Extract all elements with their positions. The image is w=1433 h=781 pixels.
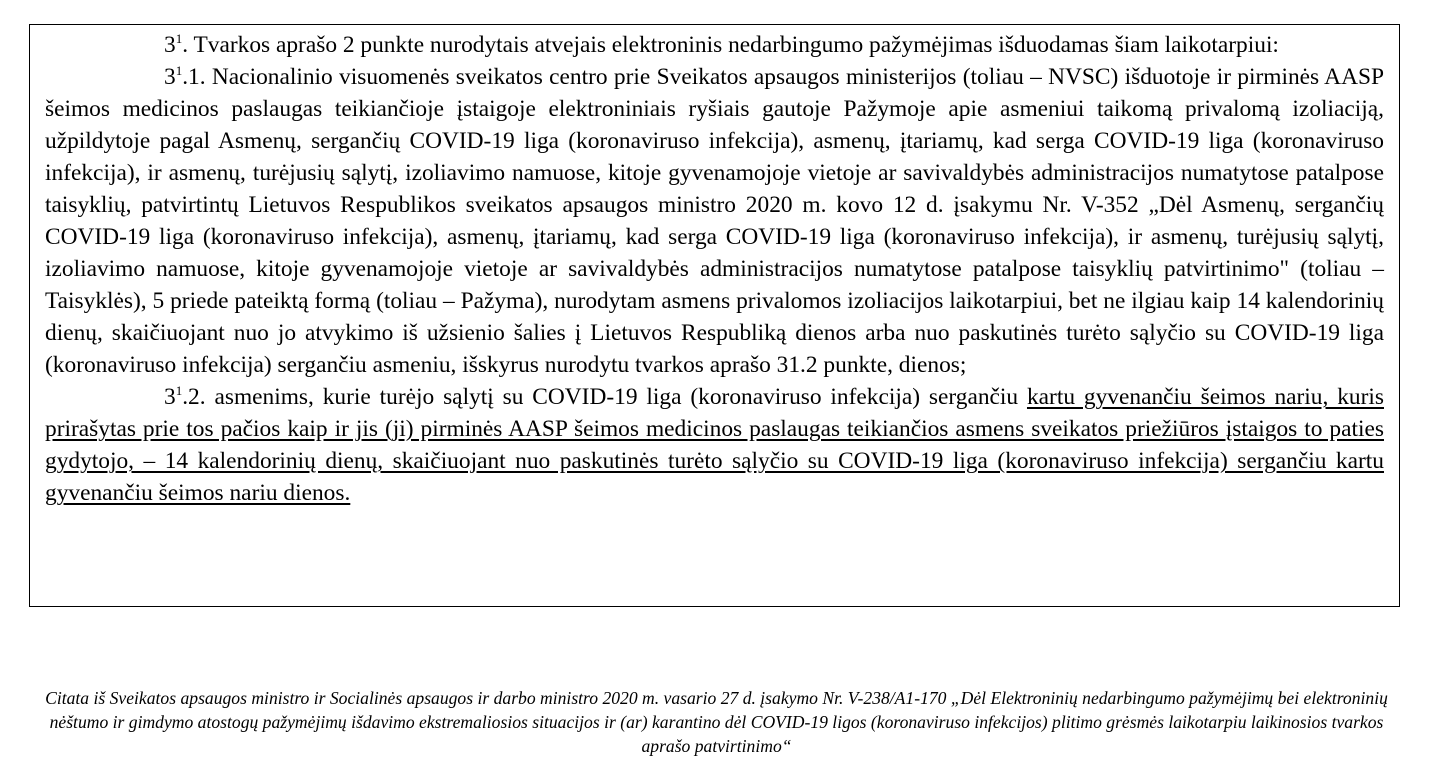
underlined-text: kartu gyvenančiu šeimos nariu, kuris prirašytas prie tos pačios kaip ir jis (ji) pirminės AASP šeimos medicinos paslaugas teikiančios asmens sveikatos priežiūros įstaigos to paties gydytojo, – 14 kalendorinių dienų, skaičiuojant nuo paskutinės turėto sąlyčio su COVID-19 liga (koronaviruso infekcija) sergančiu kartu gyvenančiu šeimos nariu dienos. bbox=[45, 384, 1384, 506]
paragraph-text: .1. Nacionalinio visuomenės sveikatos centro prie Sveikatos apsaugos ministerijos (toliau – NVSC) išduotoje ir pirminės AASP šeimos medicinos paslaugas teikiančioje įstaigoje elektroniniais ryšiais gautoje Pažymoje apie asmeniui taikomą privalomą izoliaciją, užpildytoje pagal Asmenų, sergančių COVID-19 liga (koronaviruso infekcija), asmenų, įtariamų, kad serga COVID-19 liga (koronaviruso infekcija), ir asmenų, turėjusių sąlytį, izoliavimo namuose, kitoje gyvenamojoje vietoje ar savivaldybės administracijos numatytose patalpose taisyklių, patvirtintų Lietuvos Respublikos sveikatos apsaugos ministro 2020 m. kovo 12 d. įsakymu Nr. V-352 „Dėl Asmenų, sergančių COVID-19 liga (koronaviruso infekcija), asmenų, įtariamų, kad serga COVID-19 liga (koronaviruso infekcija), ir asmenų, turėjusių sąlytį, izoliavimo namuose, kitoje gyvenamojoje vietoje ar savivaldybės administracijos numatytose patalpose taisyklių patvirtinimo" (toliau – Taisyklės), 5 priede pateiktą formą (toliau – Pažyma), nurodytam asmens privalomos izoliacijos laikotarpiui, bet ne ilgiau kaip 14 kalendorinių dienų, skaičiuojant nuo jo atvykimo iš užsienio šalies į Lietuvos Respubliką dienos arba nuo paskutinės turėto sąlyčio su COVID-19 liga (koronaviruso infekcija) sergančiu asmeniu, išskyrus nurodytu tvarkos aprašo 31.2 punkte, dienos; bbox=[45, 64, 1384, 378]
quoted-regulation-box bbox=[29, 24, 1400, 607]
paragraph-number: 3 bbox=[164, 64, 176, 90]
paragraph-3-1-2 bbox=[45, 381, 1384, 509]
paragraph-superscript: 1 bbox=[175, 383, 183, 398]
paragraph-3-1-1 bbox=[45, 61, 1384, 381]
paragraph-3-1 bbox=[45, 29, 1384, 61]
paragraph-number: 3 bbox=[164, 32, 176, 58]
paragraph-number: 3 bbox=[164, 384, 176, 410]
paragraph-text: .2. asmenims, kurie turėjo sąlytį su COVID-19 liga (koronaviruso infekcija) sergančiu bbox=[182, 384, 1027, 410]
source-caption: Citata iš Sveikatos apsaugos ministro ir Socialinės apsaugos ir darbo ministro 2020 m. vasario 27 d. įsakymo Nr. V-238/A1-170 „Dėl Elektroninių nedarbingumo pažymėjimų bei elektroninių nėštumo ir gimdymo atostogų pažymėjimų išdavimo ekstremaliosios situacijos ir (ar) karantino dėl COVID-19 ligos (koronaviruso infekcijos) plitimo grėsmės laikotarpiu laikinosios tvarkos aprašo patvirtinimo“ bbox=[45, 688, 1388, 756]
paragraph-text: . Tvarkos aprašo 2 punkte nurodytais atvejais elektroninis nedarbingumo pažymėjimas išduodamas šiam laikotarpiui: bbox=[182, 32, 1279, 58]
paragraph-superscript: 1 bbox=[175, 63, 183, 78]
paragraph-superscript: 1 bbox=[175, 31, 183, 46]
